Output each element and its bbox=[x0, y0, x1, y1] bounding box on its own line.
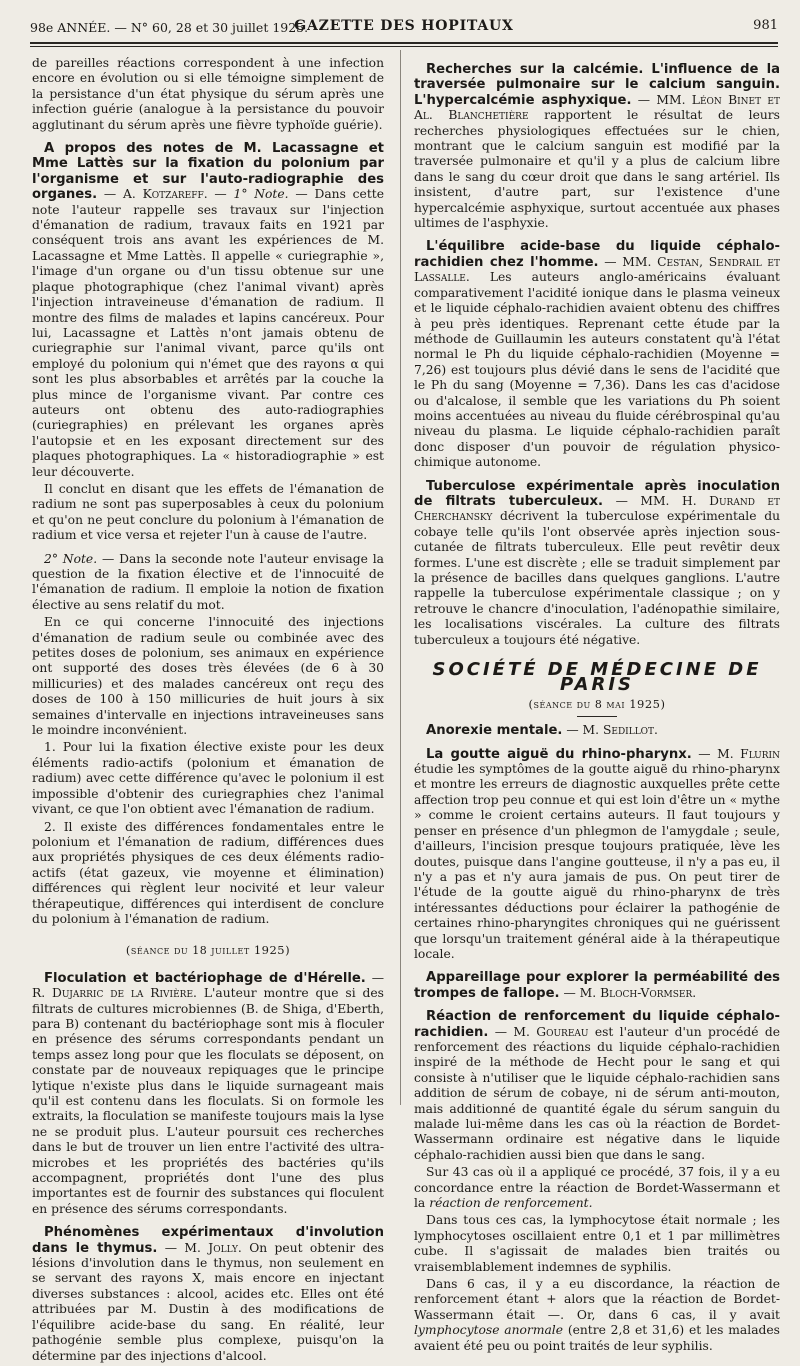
article-text: Il conclut en disant que les effets de l'émanation de radium ne sont pas superposables à ceux du polonium et qu'on ne peut conclure du polonium à l'émanation de radium et vice versa et rejeter l'un à cause de l'autre. bbox=[32, 481, 384, 543]
article-author: — M. Sedillot. bbox=[566, 723, 658, 738]
header-rule-thick bbox=[30, 42, 778, 44]
article-title: Réaction de renforcement du liquide céphalo-rachidien. bbox=[414, 1009, 780, 1040]
article-text: Dans tous ces cas, la lymphocytose était normale ; les lymphocytoses oscillaient entre 0,1 et 1 par millimètres cube. Il s'agissait de malades bien traités ou vraisemblablement indemnes de syphilis. bbox=[414, 1213, 780, 1274]
article-text: rapportent le résultat de leurs recherches physiologiques effectuées sur le chien, montrant que le calcium sanguin est modifié par la traversée pulmonaire et qu'il y a plus de calcium libre dans le sang du cœur droit que dans le sang artériel. Ils insistent, d'autre part, sur l'existence d'une hypercalcémie asphyxique, surtout accentuée aux phases ultimes de l'asphyxie. bbox=[414, 108, 780, 231]
article-author: — M. Jolly. bbox=[164, 1240, 242, 1255]
article-title: Phénomènes expérimentaux d'involution dans le thymus. bbox=[32, 1225, 384, 1256]
article-sedillot bbox=[414, 723, 780, 738]
session-heading: (séance du 18 juillet 1925) bbox=[125, 943, 291, 958]
article-title: Floculation et bactériophage de d'Hérelle. bbox=[44, 970, 366, 986]
article-text: 1. Pour lui la fixation élective existe pour les deux éléments radio-actifs (polonium et émanation de radium) avec cette différence qu'avec le polonium il est impossible d'obtenir des curiegraphies chez l'animal vivant, ce que l'on obtient avec l'émanation de radium. bbox=[32, 740, 384, 817]
article-text: L'auteur montre que si des filtrats de cultures microbiennes (B. de Shiga, d'Eberth, para B) contenant du bactériophage sont mis à floculer en présence des sérums correspondants pendant un temps assez long pour que les floculats se déposent, on constate par de nouveaux repiquages que le principe lytique n'existe plus dans le liquide surnageant mais qu'il est contenu dans les floculats. Si on formole les extraits, la floculation se manifeste toujours mais la lyse ne se produit plus. L'auteur poursuit ces recherches dans le but de trouver un lien entre l'activité des ultra-microbes et les propriétés des bactéries qu'ils accompagnent, propriétés dont l'une des plus importantes est de fournir des substances qui floculent en présence des sérums correspondants. bbox=[32, 986, 384, 1216]
header-rule-thin bbox=[30, 46, 778, 47]
article-kotzareff bbox=[32, 141, 384, 480]
article-binet bbox=[414, 62, 780, 231]
article-title: La goutte aiguë du rhino-pharynx. bbox=[426, 746, 692, 762]
article-text: Sur 43 cas où il a appliqué ce procédé, 37 fois, il y a eu concordance entre la réaction de Bordet-Wassermann et la réaction de renforcement. bbox=[414, 1165, 780, 1211]
article-text: 2° Note. — Dans la seconde note l'auteur envisage la question de la fixation élective et de l'innocuité de l'émanation de radium. Il emploie la notion de fixation élective au sens relatif du mot. bbox=[32, 551, 384, 612]
article-text: 2. Il existe des différences fondamentales entre le polonium et l'émanation de radium, différences dues aux propriétés physiques de ces deux éléments radio-actifs (état gazeux, vie moyenne et élimination) différences qui règlent leur nocivité et leur valeur thérapeutique, différences qui interdisent de conclure du polonium à l'émanation de radium. bbox=[32, 819, 384, 926]
article-text: En ce qui concerne l'innocuité des injections d'émanation de radium seule ou combinée avec des petites doses de polonium, ses animaux en expérience ont supporté des doses très élevées (de 6 à 30 millicuries) et des malades cancéreux ont reçu des doses de 100 à 150 millicuries de huit jours à six semaines d'intervalle en injections intraveineuses sans le moindre inconvénient. bbox=[32, 615, 384, 738]
article-jolly bbox=[32, 1225, 384, 1364]
article-title: Tuberculose expérimentale après inoculation de filtrats tuberculeux. bbox=[414, 478, 780, 509]
column-divider bbox=[400, 50, 401, 1105]
article-author: — M. Flurin bbox=[698, 746, 780, 761]
article-goureau bbox=[414, 1009, 780, 1163]
note-label: 1° Note. bbox=[233, 187, 289, 202]
article-author: — M. Goureau bbox=[494, 1024, 589, 1039]
article-title: Appareillage pour explorer la perméabilité des trompes de fallope. bbox=[414, 970, 780, 1001]
running-header bbox=[30, 14, 778, 38]
article-author: — R. Dujarric de la Rivière. bbox=[32, 970, 384, 1001]
article-flurin bbox=[414, 747, 780, 963]
note-label: 2° Note. bbox=[44, 551, 98, 566]
article-dujarric bbox=[32, 971, 384, 1218]
article-title: A propos des notes de M. Lacassagne et Mme Lattès sur la fixation du polonium par l'organisme et sur l'auto-radiographie des organes. bbox=[32, 141, 384, 203]
article-title: Anorexie mentale. bbox=[426, 723, 563, 739]
article-bloch bbox=[414, 970, 780, 1001]
short-rule bbox=[577, 716, 617, 717]
intro-paragraph: de pareilles réactions correspondent à une infection encore en évolution ou si elle témoigne simplement de la persistance d'un état physique du sérum après une infection guérie (analogue à la persistance du pouvoir agglutinant du sérum après une fièvre typhoïde guérie). bbox=[32, 56, 384, 132]
article-text: décrivent la tuberculose expérimentale du cobaye telle qu'ils l'ont observée après injection sous-cutanée de filtrats tuberculeux. Elle peut revêtir deux formes. L'une est discrète ; elle se traduit simplement par la présence de bacilles dans quelques ganglions. L'autre rappelle la tuberculose expérimentale classique ; on y retrouve le chancre d'inoculation, l'adénopathie similaire, les localisations viscérales. La culture des filtrats tuberculeux a toujours été négative. bbox=[414, 509, 780, 647]
page-number: 981 bbox=[753, 18, 778, 33]
society-title: SOCIÉTÉ DE MÉDECINE DE PARIS bbox=[432, 659, 762, 696]
article-author: — MM. H. Durand et Cherchansky bbox=[414, 493, 780, 524]
left-column bbox=[32, 56, 384, 1366]
article-title: Recherches sur la calcémie. L'influence de la traversée pulmonaire sur le calcium sanguin. L'hypercalcémie asphyxique. bbox=[414, 62, 780, 108]
session-heading: (séance du 8 mai 1925) bbox=[528, 696, 666, 711]
article-durand bbox=[414, 479, 780, 648]
article-text: Les auteurs anglo-américains évaluant comparativement l'acidité ionique dans le plasma veineux et le liquide céphalo-rachidien avaient obtenu des chiffres à peu près identiques. Reprenant cette étude par la méthode de Guillaumin les auteurs constatent qu'à l'état normal le Ph du liquide céphalo-rachidien (Moyenne = 7,26) est toujours plus dévié dans le sens de l'acidité que le Ph du sang (Moyenne = 7,36). Dans les cas d'acidose ou d'alcalose, il semble que les variations du Ph soient moins accentuées au niveau du fluide cérébrospinal qu'au niveau du plasma. Le liquide céphalo-rachidien paraît donc disposer d'un pouvoir de régulation physico-chimique autonome. bbox=[414, 270, 780, 470]
article-text: On peut obtenir des lésions d'involution dans le thymus, non seulement en se servant des rayons X, mais encore en injectant diverses substances : alcool, acides etc. Elles ont été attribuées par M. Dustin à des modifications de l'équilibre acide-base du sang. En réalité, leur pathogénie semble plus complexe, puisqu'on la détermine par des injections d'alcool. bbox=[32, 1240, 384, 1363]
article-author: — M. Bloch-Vormser. bbox=[563, 985, 697, 1000]
article-text: — Dans cette note l'auteur rappelle ses travaux sur l'injection d'émanation de radium, travaux faits en 1921 par conséquent trois ans avant les expériences de M. Lacassagne et Mme Lattès. Il appelle « curiegraphie », l'image d'un organe ou d'un tissu obtenue sur une plaque photographique (chez l'animal vivant) après l'injection intraveineuse d'émanation de radium. Il montre des films de malades et lapins cancéreux. Pour lui, Lacassagne et Lattès n'ont jamais obtenu de curiegraphie sur l'animal vivant, parce qu'ils ont employé du polonium qui n'émet que des rayons α qui sont les plus absorbables et arrêtés par la couche la plus mince de l'organisme vivant. Par contre ces auteurs ont obtenu des auto-radiographies (curiegraphies) en prélevant les organes après l'autopsie et en les exposant directement sur des plaques photographiques. La « historadiographie » est leur découverte. bbox=[32, 187, 384, 479]
article-title: L'équilibre acide-base du liquide céphalo-rachidien chez l'homme. bbox=[414, 239, 780, 270]
article-text: Dans 6 cas, il y a eu discordance, la réaction de renforcement étant + alors que la réaction de Bordet-Wassermann était —. Or, dans 6 cas, il y avait lymphocytose anormale (entre 2,8 et 31,6) et les malades avaient été peu ou point traités de leur syphilis. bbox=[414, 1277, 780, 1353]
article-text: étudie les symptômes de la goutte aiguë du rhino-pharynx et montre les erreurs de diagnostic auxquelles prête cette affection trop peu connue et qui est loin d'être un « mythe » comme le croient certains auteurs. Il faut toujours y penser en présence d'un phlegmon de l'amygdale ; seule, d'ailleurs, l'incision presque toujours pratiquée, lève les doutes, puisque dans l'angine goutteuse, il n'y a pas eu, il n'y a pas et n'y aura jamais de pus. On peut tirer de l'étude de la goutte aiguë du rhino-pharynx de très intéressantes déductions pour éclairer la pathogénie de certaines rhino-pharyngites chroniques qui ne guérissent que lorsqu'un traitement général aide à la thérapeutique locale. bbox=[414, 762, 780, 961]
article-cestan bbox=[414, 239, 780, 470]
right-column bbox=[414, 62, 780, 1356]
article-author: — MM. Cestan, Sendrail et Lassalle. bbox=[414, 254, 780, 285]
article-author: — MM. Léon Binet et Al. Blanchetière bbox=[414, 92, 780, 123]
issue-info: 98e ANNÉE. — N° 60, 28 et 30 juillet 1925. bbox=[30, 20, 309, 35]
article-text: est l'auteur d'un procédé de renforcement des réactions du liquide céphalo-rachidien inspiré de la méthode de Hecht pour le sang et qui consiste à n'utiliser que le liquide céphalo-rachidien sans addition de sérum de cobaye, ni de sérum anti-mouton, mais additionné de quantité égale du sérum sanguin du malade lui-même dans les cas où la réaction de Bordet-Wassermann ordinaire est négative dans le liquide céphalo-rachidien aussi bien que dans le sang. bbox=[414, 1024, 780, 1162]
journal-title: GAZETTE DES HOPITAUX bbox=[294, 18, 514, 34]
article-author: — A. Kotzareff. — bbox=[103, 187, 227, 202]
